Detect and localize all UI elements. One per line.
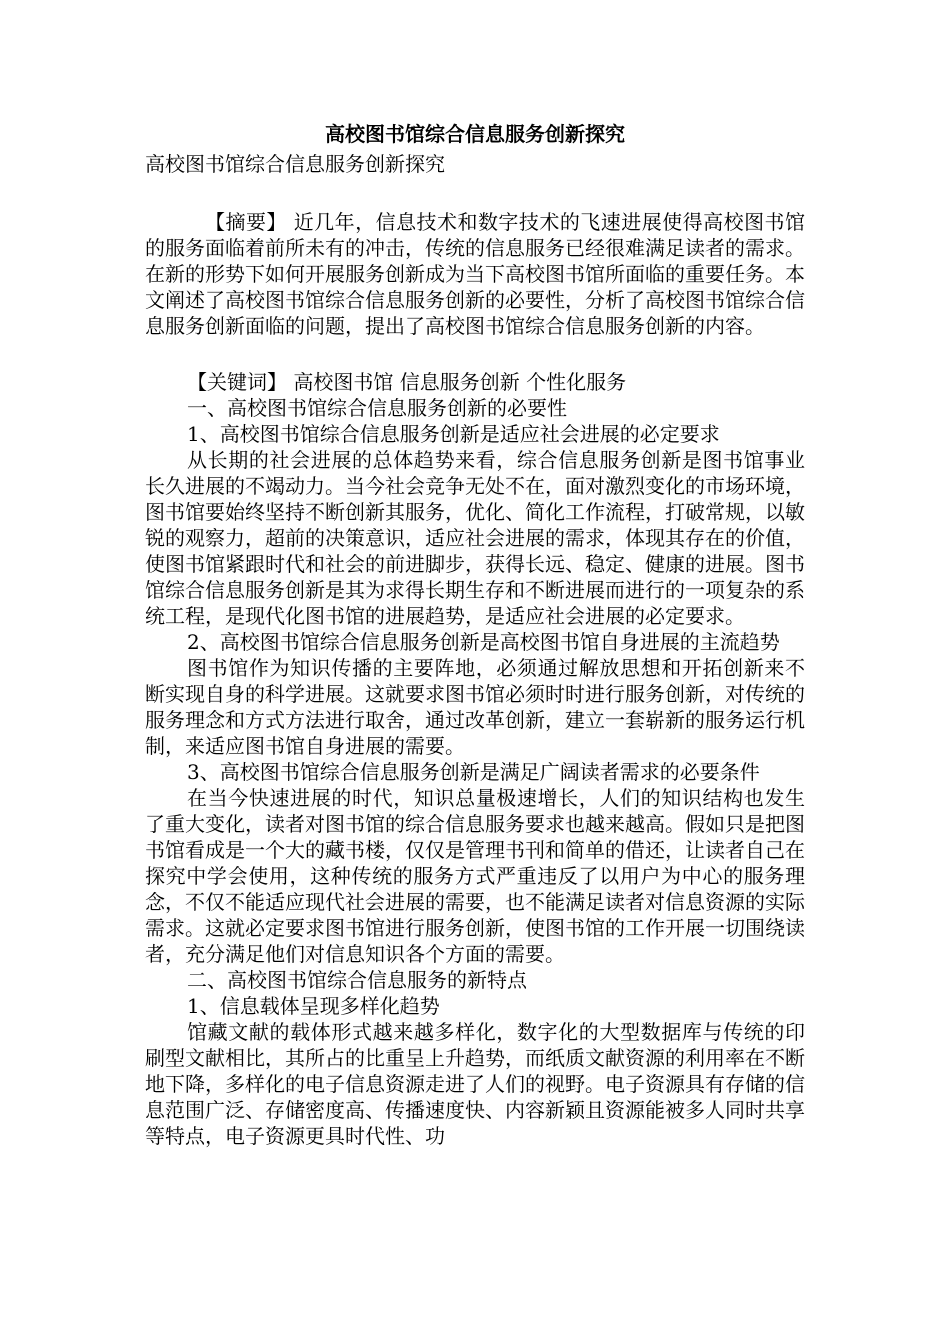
keywords-label: 【关键词】 — [187, 370, 287, 394]
document-subtitle: 高校图书馆综合信息服务创新探究 — [145, 152, 445, 176]
subsection-heading-1-1: 1、高校图书馆综合信息服务创新是适应社会进展的必定要求 — [187, 422, 720, 446]
body-paragraph: 馆藏文献的载体形式越来越多样化，数字化的大型数据库与传统的印刷型文献相比，其所占的比重呈上升趋势，而纸质文献资源的利用率在不断地下降，多样化的电子信息资源走进了人们的视野。电子资源具有存储的信息范围广泛、存储密度高、传播速度快、内容新颖且资源能被多人同时共享等特点，电子资源更具时代性、功 — [145, 1020, 805, 1148]
document-title: 高校图书馆综合信息服务创新探究 — [325, 122, 625, 146]
keywords-text: 高校图书馆 信息服务创新 个性化服务 — [293, 370, 627, 394]
abstract-text: 近几年，信息技术和数字技术的飞速进展使得高校图书馆的服务面临着前所未有的冲击，传统的信息服务已经很难满足读者的需求。在新的形势下如何开展服务创新成为当下高校图书馆所面临的重要任务。本文阐述了高校图书馆综合信息服务创新的必要性，分析了高校图书馆综合信息服务创新面临的问题，提出了高校图书馆综合信息服务创新的内容。 — [145, 210, 806, 338]
body-paragraph: 在当今快速进展的时代，知识总量极速增长，人们的知识结构也发生了重大变化，读者对图书馆的综合信息服务要求也越来越高。假如只是把图书馆看成是一个大的藏书楼，仅仅是管理书刊和简单的借还，让读者自己在探究中学会使用，这种传统的服务方式严重违反了以用户为中心的服务理念，不仅不能适应现代社会进展的需要，也不能满足读者对信息资源的实际需求。这就必定要求图书馆进行服务创新，使图书馆的工作开展一切围绕读者，充分满足他们对信息知识各个方面的需要。 — [145, 786, 805, 966]
body-paragraph: 从长期的社会进展的总体趋势来看，综合信息服务创新是图书馆事业长久进展的不竭动力。当今社会竞争无处不在，面对激烈变化的市场环境，图书馆要始终坚持不断创新其服务，优化、简化工作流程，打破常规，以敏锐的观察力，超前的决策意识，适应社会进展的需求，体现其存在的价值，使图书馆紧跟时代和社会的前进脚步，获得长远、稳定、健康的进展。图书馆综合信息服务创新是其为求得长期生存和不断进展而进行的一项复杂的系统工程，是现代化图书馆的进展趋势，是适应社会进展的必定要求。 — [145, 448, 805, 628]
abstract-label: 【摘要】 — [205, 210, 287, 234]
subsection-heading-1-3: 3、高校图书馆综合信息服务创新是满足广阔读者需求的必要条件 — [187, 760, 760, 784]
section-heading-1: 一、高校图书馆综合信息服务创新的必要性 — [187, 396, 567, 420]
abstract-paragraph — [145, 209, 805, 339]
subsection-heading-1-2: 2、高校图书馆综合信息服务创新是高校图书馆自身进展的主流趋势 — [187, 630, 780, 654]
document-page — [145, 119, 805, 1149]
section-heading-2: 二、高校图书馆综合信息服务的新特点 — [187, 968, 527, 992]
body-paragraph: 图书馆作为知识传播的主要阵地，必须通过解放思想和开拓创新来不断实现自身的科学进展。这就要求图书馆必须时时进行服务创新，对传统的服务理念和方式方法进行取舍，通过改革创新，建立一套崭新的服务运行机制，来适应图书馆自身进展的需要。 — [145, 656, 805, 758]
subsection-heading-2-1: 1、信息载体呈现多样化趋势 — [187, 994, 440, 1018]
keywords-line — [145, 369, 805, 395]
